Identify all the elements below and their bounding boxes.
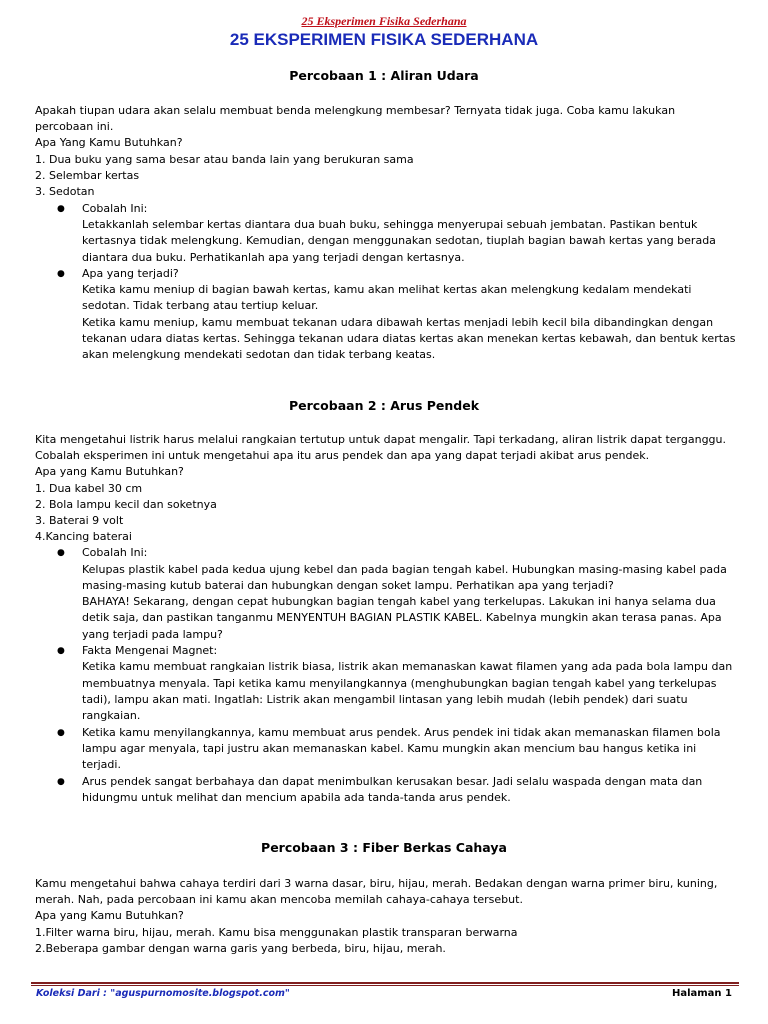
paragraph-line: Apa yang Kamu Butuhkan? [35, 465, 184, 478]
bullet-line: kertasnya tidak melengkung. Kemudian, dengan menggunakan sedotan, tiuplah bagian bawah kertas yang berada [82, 234, 716, 247]
bullet-line: terjadi. [82, 758, 121, 771]
paragraph-line: Apa yang Kamu Butuhkan? [35, 909, 184, 922]
bullet-heading: Fakta Mengenai Magnet: [82, 644, 218, 657]
bullet-icon: ● [57, 204, 65, 214]
footer-rule [31, 982, 739, 984]
footer-rule [31, 985, 739, 986]
bullet-line: Letakkanlah selembar kertas diantara dua buah buku, sehingga menyerupai sebuah jembatan. Pastikan bentuk [82, 218, 698, 231]
bullet-line: hidungmu untuk melihat dan mencium apabila ada tanda-tanda arus pendek. [82, 791, 511, 804]
bullet-line: Ketika kamu meniup di bagian bawah kertas, kamu akan melihat kertas akan melengkung kedalam mendekati [82, 283, 692, 296]
bullet-heading: Apa yang terjadi? [82, 267, 179, 280]
bullet-line: detik saja, dan pastikan tanganmu MENYENTUH BAGIAN PLASTIK KABEL. Kabelnya mungkin akan terasa panas. Apa [82, 611, 722, 624]
header-big-title: 25 EKSPERIMEN FISIKA SEDERHANA [229, 30, 539, 49]
list-item: 2. Selembar kertas [35, 169, 140, 182]
bullet-line: rangkaian. [82, 709, 141, 722]
bullet-line: masing-masing kutub baterai dan hubungkan dengan soket lampu. Perhatikan apa yang terjadi? [82, 579, 614, 592]
paragraph-line: merah. Nah, pada percobaan ini kamu akan mencoba memilah cahaya-cahaya tersebut. [35, 893, 523, 906]
bullet-line: lampu agar menyala, tapi justru akan memanaskan kabel. Kamu mungkin akan mencium bau hangus ketika ini [82, 742, 697, 755]
paragraph-line: percobaan ini. [35, 120, 114, 133]
list-item: 3. Baterai 9 volt [35, 514, 124, 527]
bullet-line: sedotan. Tidak terbang atau tertiup keluar. [82, 299, 319, 312]
paragraph-line: Kita mengetahui listrik harus melalui rangkaian tertutup untuk dapat mengalir. Tapi terkadang, aliran listrik dapat terganggu. [35, 433, 727, 446]
page-number: Halaman 1 [671, 988, 732, 999]
section-3-title: Percobaan 3 : Fiber Berkas Cahaya [261, 840, 507, 855]
paragraph-line: Apakah tiupan udara akan selalu membuat benda melengkung membesar? Ternyata tidak juga. Coba kamu lakukan [35, 104, 676, 117]
bullet-icon: ● [57, 548, 65, 558]
bullet-heading: Arus pendek sangat berbahaya dan dapat menimbulkan kerusakan besar. Jadi selalu waspada dengan mata dan [82, 775, 703, 788]
bullet-heading: Cobalah Ini: [82, 546, 148, 559]
paragraph-line: Cobalah eksperimen ini untuk mengetahui apa itu arus pendek dan apa yang dapat terjadi akibat arus pendek. [35, 449, 650, 462]
section-1-title: Percobaan 1 : Aliran Udara [289, 68, 479, 83]
bullet-line: yang terjadi pada lampu? [82, 628, 223, 641]
bullet-icon: ● [57, 269, 65, 279]
header-small-title: 25 Eksperimen Fisika Sederhana [301, 14, 467, 28]
bullet-line: tekanan udara diatas kertas. Sehingga tekanan udara diatas kertas akan menekan kertas kebawah, dan bentuk kertas [82, 332, 736, 345]
list-item: 3. Sedotan [35, 185, 95, 198]
bullet-line: tadi), lampu akan mati. Ingatlah: Listrik akan mengambil lintasan yang lebih mudah (lebih pendek) dari suatu [82, 693, 688, 706]
footer-source: Koleksi Dari : "aguspurnomosite.blogspot.com" [36, 988, 290, 999]
bullet-line: akan melengkung mendekati sedotan dan tidak terbang keatas. [82, 348, 436, 361]
bullet-icon: ● [57, 646, 65, 656]
list-item: 2. Bola lampu kecil dan soketnya [35, 498, 217, 511]
list-item: 1.Filter warna biru, hijau, merah. Kamu bisa menggunakan plastik transparan berwarna [35, 926, 518, 939]
bullet-heading: Cobalah Ini: [82, 202, 148, 215]
bullet-line: membuatnya menyala. Tapi ketika kamu menyilangkannya (menghubungkan bagian tengah kabel yang terkelupas [82, 677, 717, 690]
paragraph-line: Apa Yang Kamu Butuhkan? [35, 136, 183, 149]
bullet-line: Ketika kamu meniup, kamu membuat tekanan udara dibawah kertas menjadi lebih kecil bila dibandingkan dengan [82, 316, 714, 329]
section-2-title: Percobaan 2 : Arus Pendek [288, 398, 480, 413]
list-item: 1. Dua kabel 30 cm [35, 482, 143, 495]
paragraph-line: Kamu mengetahui bahwa cahaya terdiri dari 3 warna dasar, biru, hijau, merah. Bedakan dengan warna primer biru, kuning, [35, 877, 718, 890]
bullet-line: BAHAYA! Sekarang, dengan cepat hubungkan bagian tengah kabel yang terkelupas. Lakukan ini hanya selama dua [82, 595, 716, 608]
bullet-line: Ketika kamu membuat rangkaian listrik biasa, listrik akan memanaskan kawat filamen yang ada pada bola lampu dan [82, 660, 733, 673]
bullet-icon: ● [57, 777, 65, 787]
list-item: 2.Beberapa gambar dengan warna garis yang berbeda, biru, hijau, merah. [35, 942, 446, 955]
bullet-heading: Ketika kamu menyilangkannya, kamu membuat arus pendek. Arus pendek ini tidak akan memanaskan filamen bola [82, 726, 721, 739]
bullet-line: Kelupas plastik kabel pada kedua ujung kebel dan pada bagian tengah kabel. Hubungkan masing-masing kabel pada [82, 563, 727, 576]
bullet-line: diantara dua buku. Perhatikanlah apa yang terjadi dengan kertasnya. [82, 251, 465, 264]
bullet-icon: ● [57, 728, 65, 738]
list-item: 4.Kancing baterai [35, 530, 132, 543]
list-item: 1. Dua buku yang sama besar atau banda lain yang berukuran sama [35, 153, 414, 166]
